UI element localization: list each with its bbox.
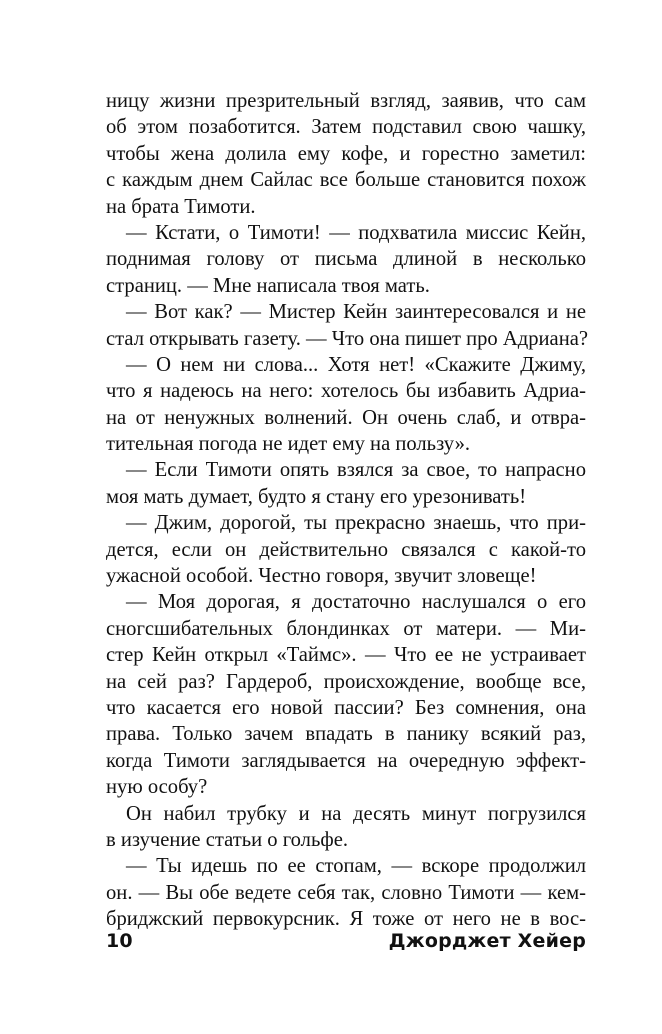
text-line: что касается его новой пассии? Без сомнения, она <box>106 696 586 719</box>
page-number: 10 <box>106 930 133 952</box>
text-line: с каждым днем Сайлас все больше становится похож <box>106 169 586 192</box>
text-line: стал открывать газету. — Что она пишет про Адриана? <box>106 327 588 350</box>
paragraph <box>106 457 586 510</box>
text-line: на от ненужных волнений. Он очень слаб, и отвра- <box>106 406 586 429</box>
text-line: ницу жизни презрительный взгляд, заявив, что сам <box>106 90 586 112</box>
text-line: ужасной особой. Честно говоря, звучит зловеще! <box>106 565 537 588</box>
text-line: — О нем ни слова... Хотя нет! «Скажите Джиму, <box>126 353 586 376</box>
text-line: на сей раз? Гардероб, происхождение, вообще все, <box>106 670 586 693</box>
page-footer <box>106 927 586 955</box>
text-line: тительная погода не идет ему на пользу». <box>106 433 471 456</box>
text-line: ную особу? <box>106 776 208 799</box>
text-line: моя мать думает, будто я стану его урезонивать! <box>106 485 527 508</box>
text-line: когда Тимоти заглядывается на очередную эффект- <box>106 749 586 772</box>
text-line: — Ты идешь по ее стопам, — вскоре продолжил <box>126 855 586 878</box>
text-line: — Моя дорогая, я достаточно наслушался о его <box>126 591 586 614</box>
text-line: — Джим, дорогой, ты прекрасно знаешь, что при- <box>126 512 586 535</box>
text-line: на брата Тимоти. <box>106 195 256 218</box>
running-header-author: Джорджет Хейер <box>388 930 586 952</box>
paragraph <box>106 589 586 800</box>
text-line: стер Кейн открыл «Таймс». — Что ее не устраивает <box>106 644 586 667</box>
text-line: чтобы жена долила ему кофе, и горестно заметил: <box>106 142 586 165</box>
paragraph <box>106 352 586 458</box>
paragraph <box>106 220 586 299</box>
text-line: Он набил трубку и на десять минут погрузился <box>126 802 586 825</box>
text-line: бриджский первокурсник. Я тоже от него не в вос- <box>106 908 586 931</box>
text-line: дется, если он действительно связался с какой-то <box>106 538 586 561</box>
paragraph <box>106 853 586 932</box>
page-body <box>106 88 586 933</box>
paragraph <box>106 88 586 220</box>
text-line: он. — Вы обе ведете себя так, словно Тимоти — кем- <box>106 881 586 904</box>
text-line: права. Только зачем впадать в панику всякий раз, <box>106 723 586 746</box>
text-line: поднимая голову от письма длиной в несколько <box>106 248 586 271</box>
text-line: — Вот как? — Мистер Кейн заинтересовался и не <box>126 301 586 324</box>
text-line: страниц. — Мне написала твоя мать. <box>106 274 430 297</box>
text-line: — Кстати, о Тимоти! — подхватила миссис Кейн, <box>126 221 586 244</box>
text-line: что я надеюсь на него: хотелось бы избавить Адриа- <box>106 380 586 403</box>
paragraph <box>106 510 586 589</box>
text-line: — Если Тимоти опять взялся за свое, то напрасно <box>126 459 586 482</box>
text-line: в изучение статьи о гольфе. <box>106 828 348 851</box>
text-line: об этом позаботится. Затем подставил свою чашку, <box>106 116 586 139</box>
paragraph <box>106 801 586 854</box>
text-line: сногсшибательных блондинках от матери. — Ми- <box>106 617 586 640</box>
paragraph <box>106 299 586 352</box>
